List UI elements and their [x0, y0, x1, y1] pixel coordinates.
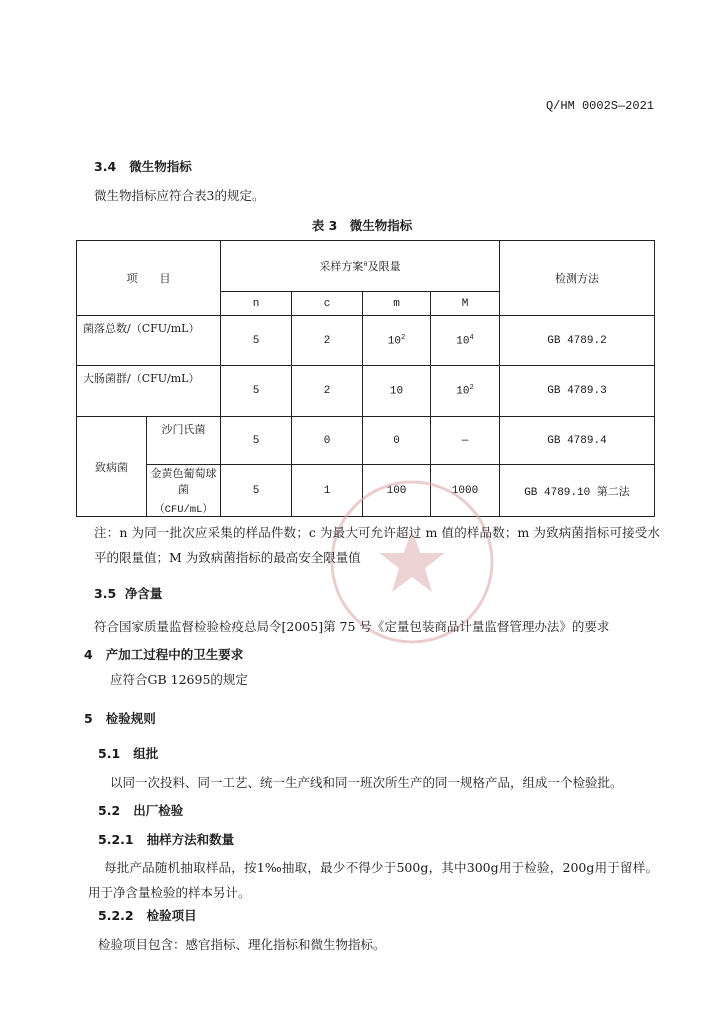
- section-title: 检验规则: [105, 711, 156, 726]
- row-method: GB 4789.10 第二法: [500, 465, 655, 517]
- row-n: 5: [221, 316, 292, 366]
- row-n: 5: [221, 465, 292, 517]
- row-M-exp: 2: [469, 384, 474, 393]
- row-c: 2: [292, 316, 363, 366]
- section-5-1-text: 以同一次投料、同一工艺、统一生产线和同一班次所生产的同一规格产品，组成一个检验批。: [110, 775, 623, 790]
- row-method: GB 4789.3: [500, 366, 655, 417]
- table-note: 注：n 为同一批次应采集的样品件数；c 为最大可允许超过 m 值的样品数；m 为致病菌指标可接受水平的限量值；M 为致病菌指标的最高安全限量值: [94, 525, 660, 565]
- row-c: 1: [292, 465, 363, 517]
- row-m-base: 10: [389, 385, 404, 398]
- row-item: 沙门氏菌: [147, 417, 221, 465]
- section-number: 5.1: [98, 746, 121, 761]
- subheader-n: n: [221, 292, 292, 316]
- header-sampling-plan: [221, 241, 500, 292]
- row-M: [431, 366, 500, 417]
- section-title: 检验项目: [146, 908, 197, 923]
- row-n: 5: [221, 417, 292, 465]
- section-3-5-text: 符合国家质量监督检验检疫总局令[2005]第 75 号《定量包装商品计量监督管理办法》的要求: [94, 619, 610, 634]
- row-n: 5: [221, 366, 292, 417]
- section-4-heading: [84, 645, 243, 663]
- row-M: [431, 316, 500, 366]
- row-item: [147, 465, 221, 517]
- section-title: 抽样方法和数量: [146, 832, 235, 847]
- row-m-base: 10: [387, 335, 401, 348]
- section-5-heading: [84, 709, 156, 727]
- row-method: GB 4789.4: [500, 417, 655, 465]
- row-m: [363, 316, 431, 366]
- row-M: 1000: [431, 465, 500, 517]
- section-5-2-2-text: 检验项目包含：感官指标、理化指标和微生物指标。: [98, 937, 386, 952]
- section-number: 4: [84, 647, 93, 662]
- section-5-2-1-heading: [98, 830, 234, 848]
- row-M-base: 10: [456, 385, 470, 398]
- row-m: 0: [363, 417, 431, 465]
- section-title: 出厂检验: [133, 803, 184, 818]
- document-code: Q/HM 0002S—2021: [545, 99, 654, 113]
- section-title: 微生物指标: [129, 159, 192, 174]
- header-item: [77, 241, 221, 316]
- section-number: 3.5: [94, 586, 117, 601]
- table-row: [77, 366, 655, 417]
- row-m-exp: 2: [401, 333, 406, 342]
- header-method-label: 检测方法: [555, 272, 599, 285]
- row-c: 0: [292, 417, 363, 465]
- section-number: 3.4: [94, 159, 117, 174]
- subheader-c: c: [292, 292, 363, 316]
- row-item-unit: （CFU/mL）: [154, 504, 213, 516]
- header-plan-tail: 及限量: [367, 260, 401, 273]
- row-method: GB 4789.2: [500, 316, 655, 366]
- subheader-M: M: [431, 292, 500, 316]
- section-3-4-text: 微生物指标应符合表3的规定。: [94, 188, 265, 203]
- header-method: [500, 241, 655, 316]
- row-item: 大肠菌群/（CFU/mL）: [77, 366, 221, 417]
- section-3-5-heading: [94, 584, 162, 602]
- row-M-base: 10: [456, 335, 470, 348]
- section-3-4-heading: [94, 157, 192, 175]
- row-c: 2: [292, 366, 363, 417]
- section-number: 5.2: [98, 803, 121, 818]
- section-title: 产加工过程中的卫生要求: [105, 647, 244, 662]
- section-title: 净含量: [124, 586, 163, 601]
- section-5-2-2-heading: [98, 906, 197, 924]
- pathogen-group-label: 致病菌: [77, 417, 147, 517]
- section-title: 组批: [133, 746, 159, 761]
- table-row: [77, 417, 655, 465]
- header-plan-footnote: a: [363, 259, 368, 268]
- row-item-name: 金黄色葡萄球菌: [150, 467, 217, 496]
- section-number: 5: [84, 711, 93, 726]
- row-item: 菌落总数/（CFU/mL）: [77, 316, 221, 366]
- section-5-1-heading: [98, 744, 158, 762]
- table-caption: 表 3 微生物指标: [311, 218, 413, 233]
- table-row: [77, 316, 655, 366]
- row-m: 100: [363, 465, 431, 517]
- section-number: 5.2.2: [98, 908, 134, 923]
- header-item-label: 项 目: [126, 272, 171, 285]
- section-5-2-1-text: 每批产品随机抽取样品，按1‰抽取，最少不得少于500g，其中300g用于检验，200g用于留样。用于净含量检验的样本另计。: [88, 860, 658, 900]
- row-M-exp: 4: [469, 333, 474, 342]
- row-m: [363, 366, 431, 417]
- header-plan-label: 采样方案: [319, 260, 364, 273]
- subheader-m: m: [363, 292, 431, 316]
- section-5-2-heading: [98, 801, 183, 819]
- section-4-text: 应符合GB 12695的规定: [110, 672, 248, 687]
- section-number: 5.2.1: [98, 832, 134, 847]
- microbial-indicator-table: [76, 240, 655, 517]
- row-M: —: [431, 417, 500, 465]
